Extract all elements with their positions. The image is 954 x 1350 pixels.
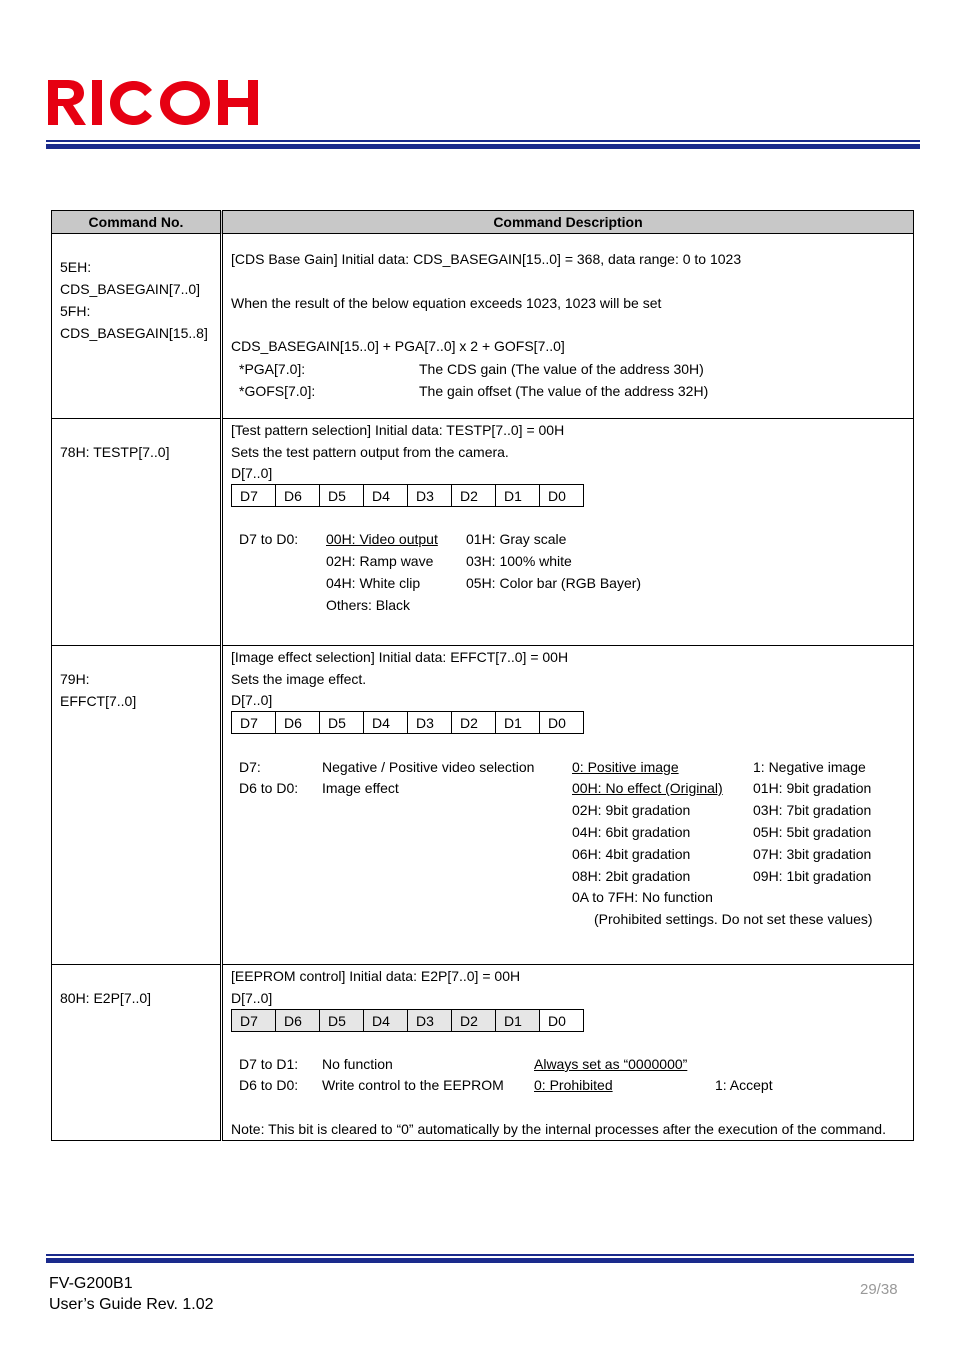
col-header-command-description: Command Description bbox=[222, 211, 914, 234]
equation-text: CDS_BASEGAIN[15..0] + PGA[7..0] x 2 + GOFS[7..0] bbox=[231, 338, 565, 354]
bit-cell: D2 bbox=[452, 1010, 496, 1032]
option-default: 00H: No effect (Original) bbox=[572, 780, 723, 796]
table-header-row bbox=[52, 211, 914, 234]
description-note: When the result of the below equation exceeds 1023, 1023 will be set bbox=[231, 295, 662, 311]
bit-range-label: D6 to D0: bbox=[239, 1077, 299, 1093]
command-description-cell bbox=[222, 419, 914, 646]
pga-description: The CDS gain (The value of the address 30H) bbox=[419, 361, 704, 377]
bit-cell: D6 bbox=[276, 485, 320, 507]
command-no: CDS_BASEGAIN[15..8] bbox=[60, 325, 208, 341]
option: 02H: 9bit gradation bbox=[572, 802, 691, 818]
ricoh-logo-mark bbox=[48, 78, 288, 128]
bit-cell: D6 bbox=[276, 712, 320, 734]
bit-cell: D0 bbox=[540, 1010, 584, 1032]
option: 01H: 9bit gradation bbox=[753, 780, 872, 796]
footer-document-info bbox=[49, 1273, 214, 1315]
option-default: 0: Positive image bbox=[572, 759, 679, 775]
option: 01H: Gray scale bbox=[466, 531, 567, 547]
description-title: [CDS Base Gain] Initial data: CDS_BASEGAIN[15..0] = 368, data range: 0 to 1023 bbox=[231, 251, 742, 267]
bit-cell: D5 bbox=[320, 485, 364, 507]
bit-cell: D5 bbox=[320, 1010, 364, 1032]
option: 05H: 5bit gradation bbox=[753, 824, 872, 840]
header-rule bbox=[46, 140, 920, 150]
bit-cell: D4 bbox=[364, 1010, 408, 1032]
footer-rule bbox=[46, 1254, 914, 1264]
bit-description: Image effect bbox=[322, 780, 399, 796]
option: 09H: 1bit gradation bbox=[753, 868, 872, 884]
option: Others: Black bbox=[326, 597, 411, 613]
command-no-cell bbox=[52, 234, 222, 419]
bit-cell: D1 bbox=[496, 1010, 540, 1032]
bit-cell: D2 bbox=[452, 712, 496, 734]
option: 05H: Color bar (RGB Bayer) bbox=[466, 575, 642, 591]
option-default: 0: Prohibited bbox=[534, 1077, 613, 1093]
bit-range-label: D7: bbox=[239, 759, 261, 775]
command-no: 78H: TESTP[7..0] bbox=[60, 444, 170, 460]
command-no-cell bbox=[52, 419, 222, 646]
bit-cell: D0 bbox=[540, 485, 584, 507]
gofs-description: The gain offset (The value of the address 32H) bbox=[419, 383, 709, 399]
bit-range-label: D7 to D1: bbox=[239, 1056, 299, 1072]
footnote: Note: This bit is cleared to “0” automatically by the internal processes after the execution of the command. bbox=[231, 1121, 886, 1137]
command-no: 5FH: bbox=[60, 303, 91, 319]
option-default: 00H: Video output bbox=[326, 531, 438, 547]
description-title: [Test pattern selection] Initial data: TESTP[7..0] = 00H bbox=[231, 422, 565, 438]
description-text: Sets the image effect. bbox=[231, 671, 367, 687]
command-no-cell bbox=[52, 646, 222, 965]
bit-label: D[7..0] bbox=[231, 465, 273, 481]
command-no-cell bbox=[52, 965, 222, 1141]
bit-cell: D7 bbox=[232, 1010, 276, 1032]
command-no: 5EH: bbox=[60, 259, 92, 275]
bit-cell: D3 bbox=[408, 485, 452, 507]
bit-range-label: D6 to D0: bbox=[239, 780, 299, 796]
description-title: [Image effect selection] Initial data: EFFCT[7..0] = 00H bbox=[231, 649, 569, 665]
bit-description: No function bbox=[322, 1056, 393, 1072]
bit-table bbox=[231, 711, 584, 734]
bit-cell: D4 bbox=[364, 712, 408, 734]
command-description-cell bbox=[222, 965, 914, 1141]
option: 1: Negative image bbox=[753, 759, 866, 775]
command-no: 79H: bbox=[60, 671, 90, 687]
gofs-label: *GOFS[7.0]: bbox=[239, 383, 316, 399]
bit-cell: D0 bbox=[540, 712, 584, 734]
page-number: 29/38 bbox=[860, 1281, 898, 1298]
table-row-5eh bbox=[52, 234, 914, 419]
bit-label: D[7..0] bbox=[231, 990, 273, 1006]
option-default: Always set as “0000000” bbox=[534, 1056, 688, 1072]
bit-table bbox=[231, 484, 584, 507]
table-row-79h bbox=[52, 646, 914, 965]
bit-description: Write control to the EEPROM bbox=[322, 1077, 504, 1093]
option: 07H: 3bit gradation bbox=[753, 846, 872, 862]
table-row-78h bbox=[52, 419, 914, 646]
bit-cell: D5 bbox=[320, 712, 364, 734]
option: 02H: Ramp wave bbox=[326, 553, 434, 569]
option: 04H: White clip bbox=[326, 575, 421, 591]
bit-cell: D2 bbox=[452, 485, 496, 507]
command-description-cell bbox=[222, 234, 914, 419]
bit-cell: D3 bbox=[408, 1010, 452, 1032]
bit-label: D[7..0] bbox=[231, 692, 273, 708]
command-no: EFFCT[7..0] bbox=[60, 693, 137, 709]
bit-description: Negative / Positive video selection bbox=[322, 759, 535, 775]
option: 04H: 6bit gradation bbox=[572, 824, 691, 840]
pga-label: *PGA[7.0]: bbox=[239, 361, 306, 377]
description-text: Sets the test pattern output from the camera. bbox=[231, 444, 509, 460]
bit-range-label: D7 to D0: bbox=[239, 531, 299, 547]
col-header-command-no: Command No. bbox=[52, 211, 222, 234]
command-no: CDS_BASEGAIN[7..0] bbox=[60, 281, 201, 297]
description-title: [EEPROM control] Initial data: E2P[7..0] = 00H bbox=[231, 968, 521, 984]
guide-revision: User’s Guide Rev. 1.02 bbox=[49, 1296, 214, 1313]
prohibited-note: (Prohibited settings. Do not set these values) bbox=[594, 911, 873, 927]
bit-cell: D1 bbox=[496, 485, 540, 507]
option: 06H: 4bit gradation bbox=[572, 846, 691, 862]
bit-cell: D7 bbox=[232, 712, 276, 734]
option: 08H: 2bit gradation bbox=[572, 868, 691, 884]
bit-cell: D4 bbox=[364, 485, 408, 507]
option: 0A to 7FH: No function bbox=[572, 889, 713, 905]
option: 03H: 7bit gradation bbox=[753, 802, 872, 818]
command-no: 80H: E2P[7..0] bbox=[60, 990, 152, 1006]
table-row-80h bbox=[52, 965, 914, 1141]
ricoh-logo bbox=[48, 78, 288, 128]
product-name: FV-G200B1 bbox=[49, 1275, 133, 1292]
bit-cell: D3 bbox=[408, 712, 452, 734]
bit-cell: D1 bbox=[496, 712, 540, 734]
bit-cell: D7 bbox=[232, 485, 276, 507]
option: 1: Accept bbox=[715, 1077, 773, 1093]
command-table bbox=[51, 210, 914, 1141]
bit-cell: D6 bbox=[276, 1010, 320, 1032]
command-description-cell bbox=[222, 646, 914, 965]
bit-table bbox=[231, 1009, 584, 1032]
option: 03H: 100% white bbox=[466, 553, 572, 569]
